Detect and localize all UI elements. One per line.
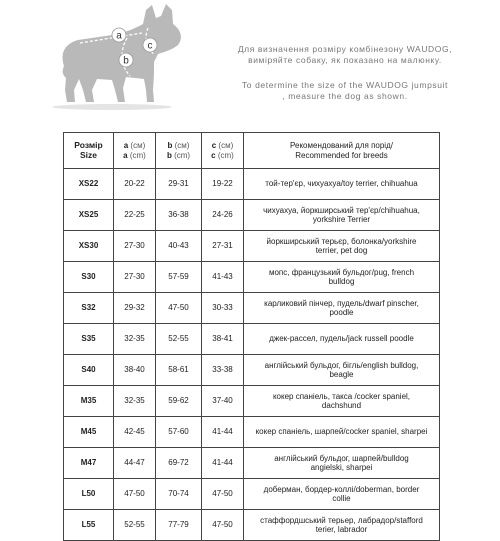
breeds-line: collie (332, 494, 351, 503)
measure-c-cell: 37-40 (202, 386, 244, 417)
measure-a-cell: 27-30 (114, 262, 156, 293)
breeds-cell (244, 448, 440, 479)
breeds-cell (244, 479, 440, 510)
breeds-cell (244, 417, 440, 448)
size-cell: S32 (64, 293, 114, 324)
breeds-line: poodle (329, 308, 354, 317)
size-cell: M47 (64, 448, 114, 479)
breeds-cell (244, 200, 440, 231)
table-row (64, 479, 440, 510)
size-cell: S30 (64, 262, 114, 293)
breeds-line: джек-рассел, пудель/jack russell poodle (269, 334, 414, 344)
measure-b-cell: 52-55 (156, 324, 202, 355)
measure-c-cell: 27-31 (202, 231, 244, 262)
table-row (64, 231, 440, 262)
measure-b-cell: 70-74 (156, 479, 202, 510)
breeds-cell (244, 355, 440, 386)
measure-b-cell: 57-60 (156, 417, 202, 448)
breeds-line: beagle (329, 370, 354, 379)
breeds-cell (244, 169, 440, 200)
breeds-line: bulldog (328, 277, 355, 286)
breeds-line: чихуахуа, йоркширський тер'єр/chihuahua, (263, 205, 420, 215)
size-cell: XS25 (64, 200, 114, 231)
measure-b-cell: 36-38 (156, 200, 202, 231)
measure-a-cell: 44-47 (114, 448, 156, 479)
breeds-line: карликовий пінчер, пудель/dwarf pinscher, (264, 298, 419, 308)
breeds-cell (244, 262, 440, 293)
dog-shadow (52, 104, 172, 110)
measure-a-cell: 29-32 (114, 293, 156, 324)
instructions-ua-line2: виміряйте собаку, як показано на малюнку. (248, 55, 442, 65)
size-chart-table (63, 132, 440, 541)
table-row (64, 448, 440, 479)
measure-b-cell: 57-59 (156, 262, 202, 293)
breeds-line: dachshund (321, 401, 362, 410)
measure-a-cell: 47-50 (114, 479, 156, 510)
table-row (64, 417, 440, 448)
table-row (64, 293, 440, 324)
breeds-cell (244, 386, 440, 417)
measure-c-cell: 41-43 (202, 262, 244, 293)
measure-a-cell: 32-35 (114, 386, 156, 417)
dog-measurement-diagram (48, 4, 198, 112)
measure-c-cell: 47-50 (202, 510, 244, 541)
svg-text:c: c (147, 40, 153, 52)
size-cell: XS30 (64, 231, 114, 262)
measure-c-cell: 47-50 (202, 479, 244, 510)
measure-b-cell: 59-62 (156, 386, 202, 417)
header-a: a (см) a (cm) (114, 133, 156, 169)
measure-b-cell: 40-43 (156, 231, 202, 262)
table-row (64, 386, 440, 417)
breeds-line: кокер спаніель, шарпей/cocker spaniel, sharpei (255, 427, 428, 437)
table-row (64, 324, 440, 355)
measure-b-cell: 29-31 (156, 169, 202, 200)
measure-a-cell: 22-25 (114, 200, 156, 231)
table-row (64, 510, 440, 541)
breeds-cell (244, 293, 440, 324)
table-row (64, 200, 440, 231)
measure-c-cell: 41-44 (202, 448, 244, 479)
size-cell: S40 (64, 355, 114, 386)
measure-b-cell: 47-50 (156, 293, 202, 324)
measure-a-cell: 27-30 (114, 231, 156, 262)
label-b (119, 53, 133, 67)
measure-a-cell: 52-55 (114, 510, 156, 541)
size-cell: XS22 (64, 169, 114, 200)
measure-a-cell: 32-35 (114, 324, 156, 355)
measure-c-cell: 19-22 (202, 169, 244, 200)
breeds-line: angielski, sharpei (310, 463, 373, 472)
measurement-guide (0, 0, 500, 120)
size-cell: M35 (64, 386, 114, 417)
header-breeds: Рекомендований для порід/ Recommended for breeds (244, 133, 440, 169)
breeds-line: стаффордшський терьер, лабрадор/stafford (260, 515, 423, 525)
size-cell: S35 (64, 324, 114, 355)
instructions (200, 44, 490, 102)
breeds-cell (244, 324, 440, 355)
measure-c-cell: 33-38 (202, 355, 244, 386)
measure-b-cell: 69-72 (156, 448, 202, 479)
breeds-line: йоркширський терьєр, болонка/yorkshire (266, 236, 417, 246)
instructions-ua-line1: Для визначення розміру комбінезону WAUDOG, (237, 44, 453, 54)
header-c: c (см) c (cm) (202, 133, 244, 169)
measure-c-cell: 38-41 (202, 324, 244, 355)
table-row (64, 355, 440, 386)
size-cell: M45 (64, 417, 114, 448)
header-size: Розмір Size (64, 133, 114, 169)
size-cell: L50 (64, 479, 114, 510)
measure-c-cell: 24-26 (202, 200, 244, 231)
measure-c-cell: 41-44 (202, 417, 244, 448)
size-cell: L55 (64, 510, 114, 541)
breeds-line: той-тер'єр, чихуахуа/toy terrier, chihuahua (265, 179, 418, 189)
svg-text:b: b (123, 55, 129, 67)
table-row (64, 169, 440, 200)
measure-a-cell: 20-22 (114, 169, 156, 200)
breeds-line: terier, labrador (315, 525, 368, 534)
breeds-line: доберман, бордер-коллі/doberman, border (263, 484, 420, 494)
breeds-line: terrier, pet dog (315, 246, 368, 255)
header-b: b (см) b (cm) (156, 133, 202, 169)
breeds-cell (244, 231, 440, 262)
measure-a-cell: 38-40 (114, 355, 156, 386)
breeds-line: мопс, французький бульдог/pug, french (268, 267, 415, 277)
measure-a-cell: 42-45 (114, 417, 156, 448)
breeds-line: англійський бульдог, шарпей/bulldog (274, 453, 409, 463)
breeds-cell (244, 510, 440, 541)
label-a (112, 28, 126, 42)
measure-b-cell: 77-79 (156, 510, 202, 541)
instructions-en-line1: To determine the size of the WAUDOG jumpsuit (241, 80, 449, 90)
svg-text:a: a (116, 30, 122, 42)
table-header-row (64, 133, 440, 169)
measure-c-cell: 30-33 (202, 293, 244, 324)
label-c (143, 38, 157, 52)
breeds-line: англійський бульдог, бігль/english bulldog, (264, 360, 419, 370)
table-row (64, 262, 440, 293)
breeds-line: yorkshire Terrier (312, 215, 371, 224)
instructions-en-line2: , measure the dog as shown. (282, 91, 408, 101)
measure-b-cell: 58-61 (156, 355, 202, 386)
breeds-line: кокер спаніель, такса /cocker spaniel, (272, 391, 411, 401)
table-body (64, 169, 440, 541)
